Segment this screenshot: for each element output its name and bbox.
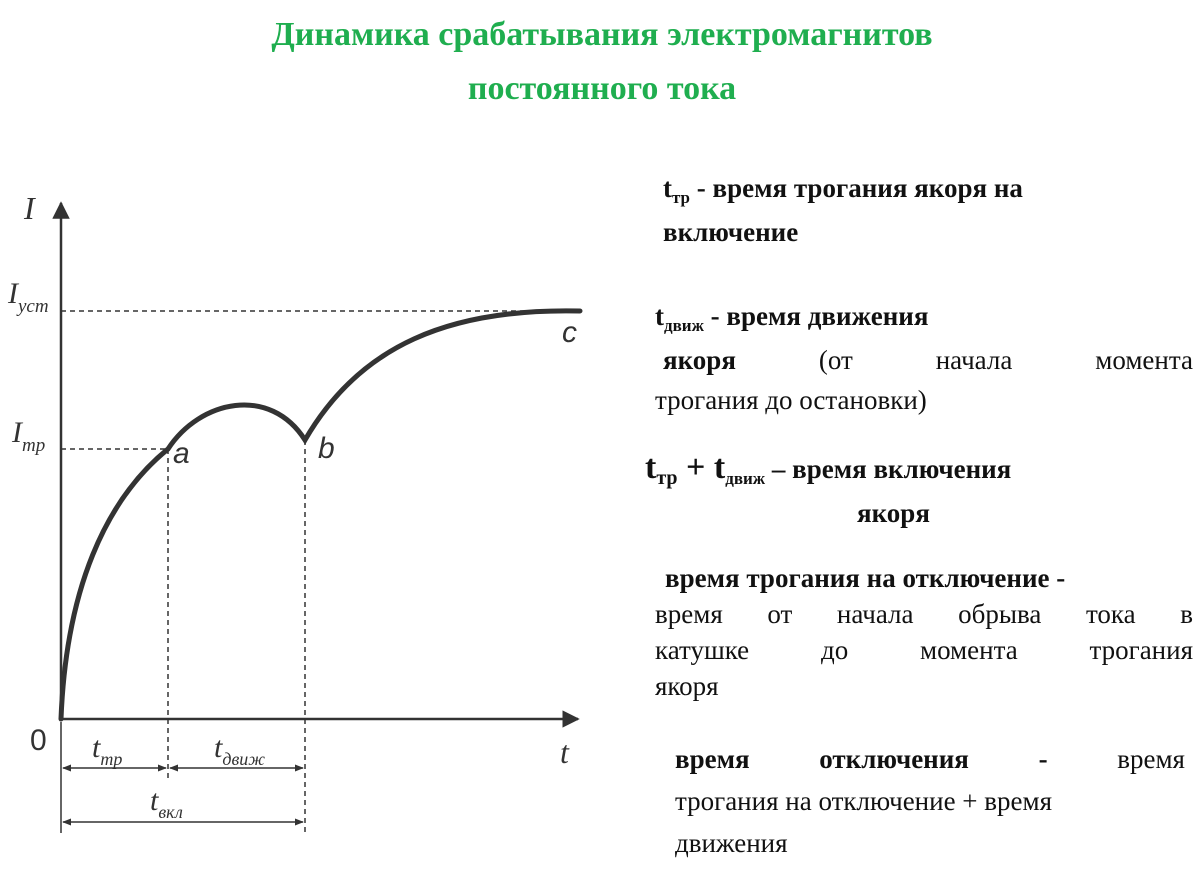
i-ust-sub: уст: [18, 296, 49, 317]
definition-t-tr: [663, 168, 1183, 252]
def4-l1: время трогания на отключение -: [665, 563, 1066, 593]
def5-l1c: -: [1038, 744, 1048, 774]
point-c-label: c: [562, 316, 577, 349]
i-tr-main: I: [12, 416, 22, 449]
def2-l2-w4: момента: [1095, 345, 1193, 375]
def5-l2: трогания на отключение + время: [675, 786, 1053, 816]
def5-l1a: время: [675, 744, 750, 774]
definition-t-vkl: [645, 448, 1185, 533]
def2-text-l1: - время движения: [703, 301, 929, 331]
def4-l2f: в: [1180, 599, 1193, 629]
i-ust-main: I: [8, 277, 18, 310]
current-curve: [61, 311, 580, 719]
def1-text-l2: включение: [663, 217, 799, 247]
y-axis-label: I: [24, 190, 35, 226]
def1-text-l1: - время трогания якоря на: [690, 173, 1023, 203]
t-dvizh-main: t: [214, 731, 223, 764]
title-line-2: постоянного тока: [467, 70, 737, 107]
def4-l3c: момента: [919, 635, 1018, 665]
def2-l2-w3: начала: [935, 345, 1013, 375]
def1-symbol: t: [663, 173, 672, 203]
def2-l3: трогания до остановки): [655, 385, 927, 415]
i-tr-sub: тр: [22, 435, 46, 456]
def4-l2a: время: [655, 599, 723, 629]
def4-l2b: от: [767, 599, 793, 629]
t-dvizh-sub: движ: [222, 749, 266, 769]
point-a-label: a: [173, 437, 190, 470]
def3-symbol-1: t: [645, 449, 657, 486]
def3-text-l1: – время включения: [765, 454, 1012, 484]
definition-t-dvizh: [655, 296, 1193, 420]
def3-sub-2: движ: [725, 469, 766, 488]
def4-l3a: катушке: [655, 635, 750, 665]
def2-sub: движ: [664, 316, 704, 335]
def3-text-l2: якоря: [857, 498, 930, 528]
x-axis-label: t: [560, 734, 569, 770]
origin-label: 0: [30, 724, 47, 757]
t-tr-main: t: [92, 731, 101, 764]
def5-l1d: время: [1117, 744, 1185, 774]
def4-l4: якоря: [655, 671, 719, 701]
def2-l2-w2: (от: [818, 345, 853, 375]
def4-l3d: трогания: [1089, 635, 1193, 665]
def3-symbol-2: t: [713, 449, 726, 486]
def4-l2d: обрыва: [958, 599, 1042, 629]
t-tr-sub: тр: [100, 749, 123, 769]
def2-symbol: t: [655, 301, 664, 331]
t-tr-label: [92, 731, 122, 769]
t-vkl-label: [150, 784, 183, 822]
def1-sub: тр: [672, 188, 691, 207]
i-ust-label: [7, 277, 49, 317]
def3-plus: +: [677, 449, 714, 486]
def2-l2-bold: якоря: [663, 345, 736, 375]
i-tr-label: [11, 416, 45, 456]
def5-l3: движения: [675, 828, 788, 858]
def5-l1b: отключения: [819, 744, 969, 774]
t-vkl-sub: вкл: [158, 802, 183, 822]
def4-l3b: до: [820, 635, 849, 665]
definition-release-pickup-time: [655, 560, 1193, 704]
title-line-1: Динамика срабатывания электромагнитов: [271, 16, 933, 53]
definition-release-time: [675, 738, 1185, 864]
t-dvizh-label: [214, 731, 265, 769]
def4-l2c: начала: [836, 599, 914, 629]
t-vkl-main: t: [150, 784, 159, 817]
def4-l2e: тока: [1085, 599, 1136, 629]
point-b-label: b: [318, 432, 335, 465]
def3-sub-1: тр: [656, 467, 678, 489]
